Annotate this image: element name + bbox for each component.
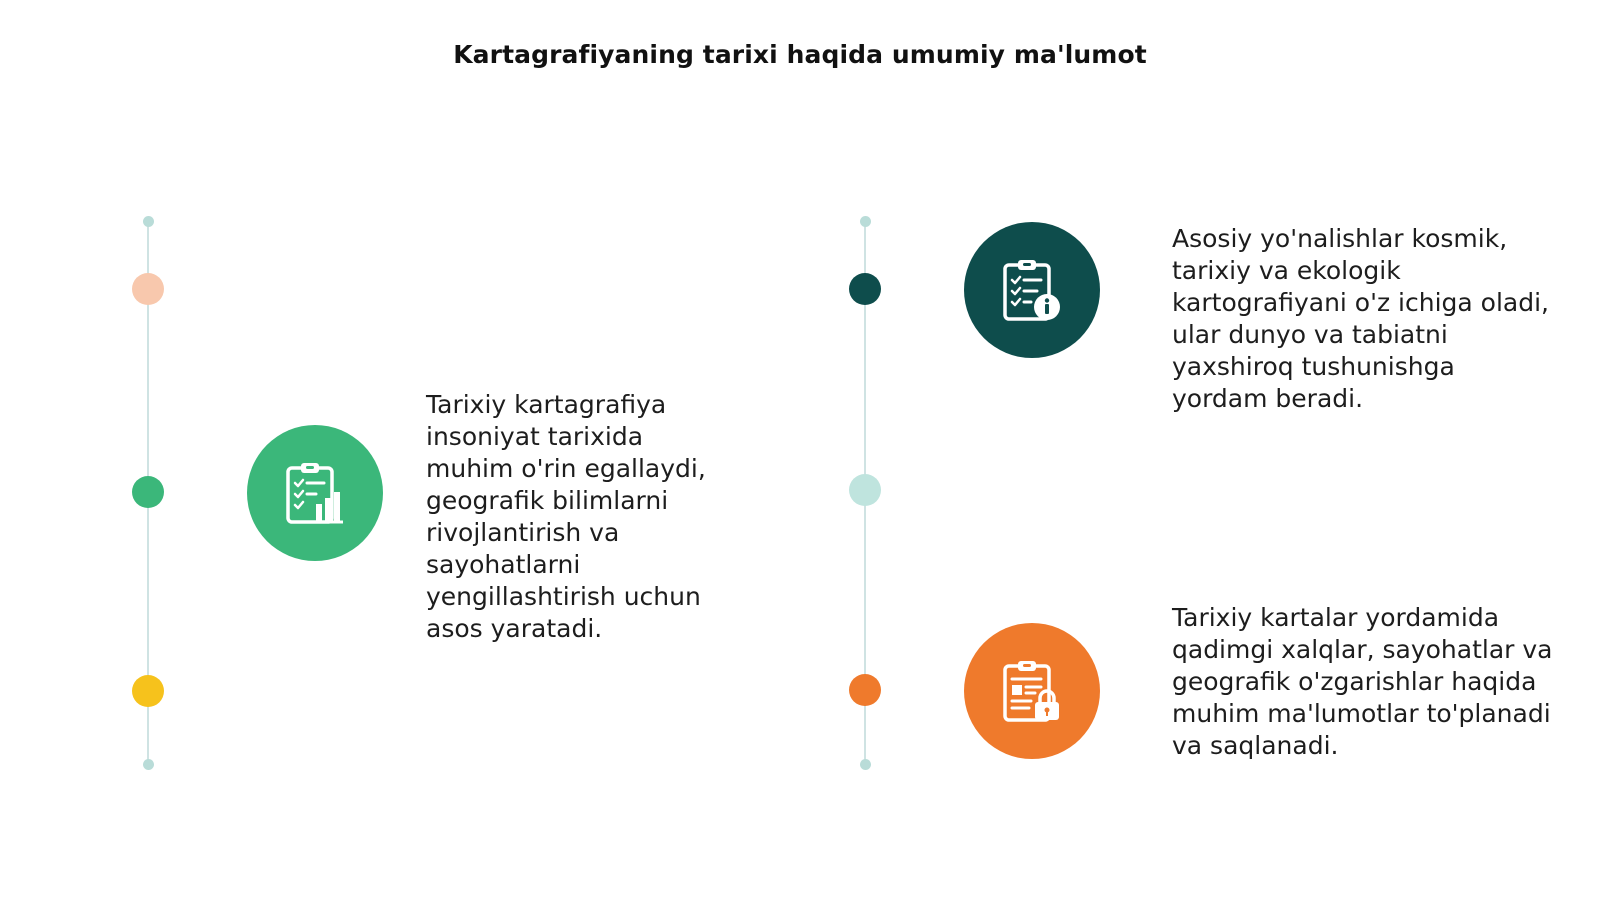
- item-1-text: Tarixiy kartagrafiya insoniyat tarixida muhim o'rin egallaydi, geografik bilimlarni rivojlantirish va sayohatlarni yengillashtirish uchun asos yaratadi.: [426, 390, 706, 643]
- page-title: Kartagrafiyaning tarixi haqida umumiy ma'lumot: [453, 40, 1147, 69]
- item-3-icon-circle: [964, 623, 1100, 759]
- item-2-text: Asosiy yo'nalishlar kosmik, tarixiy va ekologik kartografiyani o'z ichiga oladi, ular dunyo va tabiatni yaxshiroq tushunishga yordam beradi.: [1172, 224, 1549, 413]
- left-timeline-end-dot: [143, 759, 154, 770]
- right-timeline-end-dot: [860, 759, 871, 770]
- left-timeline-dot-peach: [132, 273, 164, 305]
- left-timeline-dot-green: [132, 476, 164, 508]
- left-timeline-dot-yellow: [132, 675, 164, 707]
- clipboard-chart-icon: [280, 458, 350, 528]
- right-timeline-start-dot: [860, 216, 871, 227]
- item-3-text: Tarixiy kartalar yordamida qadimgi xalqlar, sayohatlar va geografik o'zgarishlar haqida muhim ma'lumotlar to'planadi va saqlanadi.: [1172, 603, 1553, 760]
- right-timeline-dot-teal: [849, 273, 881, 305]
- item-1-icon-circle: [247, 425, 383, 561]
- left-timeline-start-dot: [143, 216, 154, 227]
- right-timeline-dot-mint: [849, 474, 881, 506]
- right-timeline-dot-orange: [849, 674, 881, 706]
- clipboard-lock-icon: [997, 656, 1067, 726]
- clipboard-info-icon: [997, 255, 1067, 325]
- item-2-icon-circle: [964, 222, 1100, 358]
